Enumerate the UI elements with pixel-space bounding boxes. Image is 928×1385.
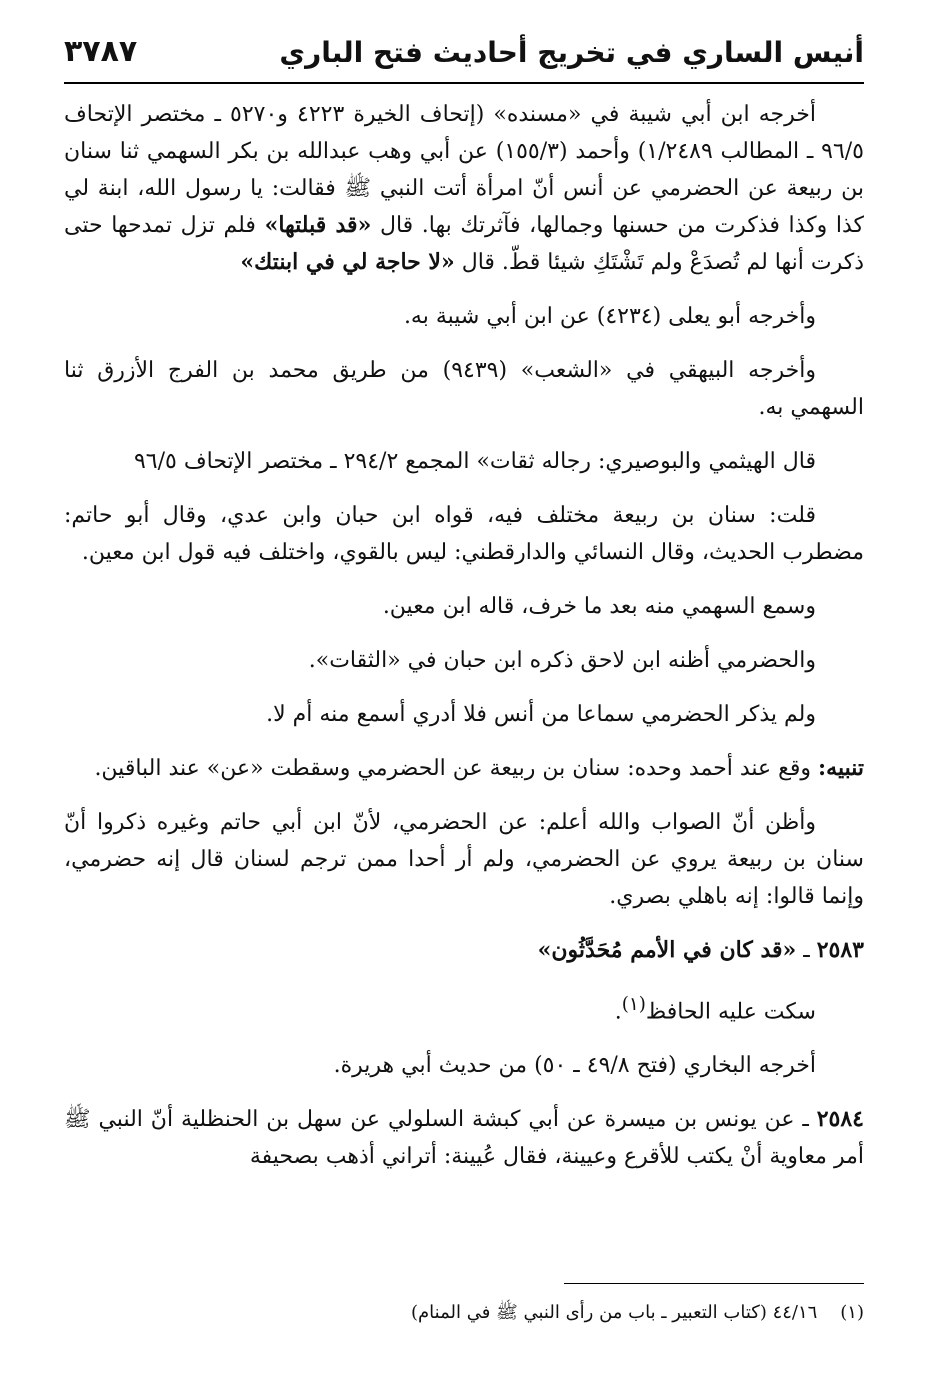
paragraph-note: تنبيه: وقع عند أحمد وحده: سنان بن ربيعة عن الحضرمي وسقطت «عن» عند الباقين. xyxy=(94,755,864,781)
entry-number: ٢٥٨٤ xyxy=(816,1106,864,1133)
paragraph: أخرجه البخاري (فتح ٤٩/٨ ـ ٥٠) من حديث أبي هريرة. xyxy=(333,1053,816,1079)
paragraph: أخرجه ابن أبي شيبة في «مسنده» (إتحاف الخيرة ٤٢٢٣ و٥٢٧٠ ـ مختصر الإتحاف ٩٦/٥ ـ المطالب ١/٢٤٨٩) وأحمد (١٥٥/٣) عن أبي وهب عبدالله بن بكر السهمي ثنا سنان بن ربيعة عن الحضرمي عن أنس أنّ امرأة أتت النبي ﷺ فقالت: يا رسول الله، ابنة لي كذا وكذا فذكرت من حسنها وجمالها، فآثرتك بها. قال «قد قبلتها» فلم تزل تمدحها حتى ذكرت أنها لم تُصدَعْ ولم تَشْتَكِ شيئا قطّ. قال «لا حاجة لي في ابنتك» xyxy=(64,102,864,275)
page-header xyxy=(64,26,864,84)
paragraph: وسمع السهمي منه بعد ما خرف، قاله ابن معين. xyxy=(382,594,816,619)
paragraph: قلت: سنان بن ربيعة مختلف فيه، قواه ابن حبان وابن عدي، وقال أبو حاتم: مضطرب الحديث، وقال النسائي والدارقطني: ليس بالقوي، واختلف فيه قول ابن معين. xyxy=(64,503,864,565)
footnote-text: ٤٤/١٦ (كتاب التعبير ـ باب من رأى النبي ﷺ في المنام) xyxy=(411,1302,818,1323)
paragraph: قال الهيثمي والبوصيري: رجاله ثقات» المجمع ٢٩٤/٢ ـ مختصر الإتحاف ٩٦/٥ xyxy=(133,449,816,474)
hadith-text: «قد كان في الأمم مُحَدَّثُون» xyxy=(537,937,797,963)
footnote-marker: (١) xyxy=(840,1302,864,1323)
paragraph: والحضرمي أظنه ابن لاحق ذكره ابن حبان في «الثقات». xyxy=(308,648,816,673)
footnote xyxy=(64,1298,864,1328)
quote-bold: «قد قبلتها» xyxy=(264,212,372,238)
paragraph: ولم يذكر الحضرمي سماعا من أنس فلا أدري أسمع منه أم لا. xyxy=(266,702,816,727)
paragraph: وأظن أنّ الصواب والله أعلم: عن الحضرمي، لأنّ ابن أبي حاتم وغيره ذكروا أنّ سنان بن ربيعة يروي عن الحضرمي، ولم أر أحدا ممن ترجم لسنان قال إنه حضرمي، وإنما قالوا: إنه باهلي بصري. xyxy=(64,810,864,909)
entry-2584: ٢٥٨٤ ـ عن يونس بن ميسرة عن أبي كبشة السلولي عن سهل بن الحنظلية أنّ النبي ﷺ أمر معاوية أنْ يكتب للأقرع وعيينة، فقال عُيينة: أتراني أذهب بصحيفة xyxy=(64,1106,864,1170)
paragraph: سكت عليه الحافظ$^{(١)}$. xyxy=(614,994,816,1025)
note-label: تنبيه: xyxy=(818,755,864,781)
entry-2583-heading: ٢٥٨٣ ـ «قد كان في الأمم مُحَدَّثُون» xyxy=(537,937,864,963)
main-text xyxy=(64,96,864,1192)
entry-number: ٢٥٨٣ xyxy=(816,937,864,963)
footnote-divider xyxy=(564,1283,864,1284)
running-title: أنيس الساري في تخريج أحاديث فتح الباري xyxy=(279,36,864,69)
paragraph: وأخرجه البيهقي في «الشعب» (٩٤٣٩) من طريق محمد بن الفرج الأزرق ثنا السهمي به. xyxy=(64,358,864,420)
page-number: ٣٧٨٧ xyxy=(64,34,138,69)
paragraph: وأخرجه أبو يعلى (٤٢٣٤) عن ابن أبي شيبة به. xyxy=(403,304,816,329)
footnote-ref: (١) xyxy=(621,994,646,1015)
quote-bold: «لا حاجة لي في ابنتك» xyxy=(240,249,455,275)
